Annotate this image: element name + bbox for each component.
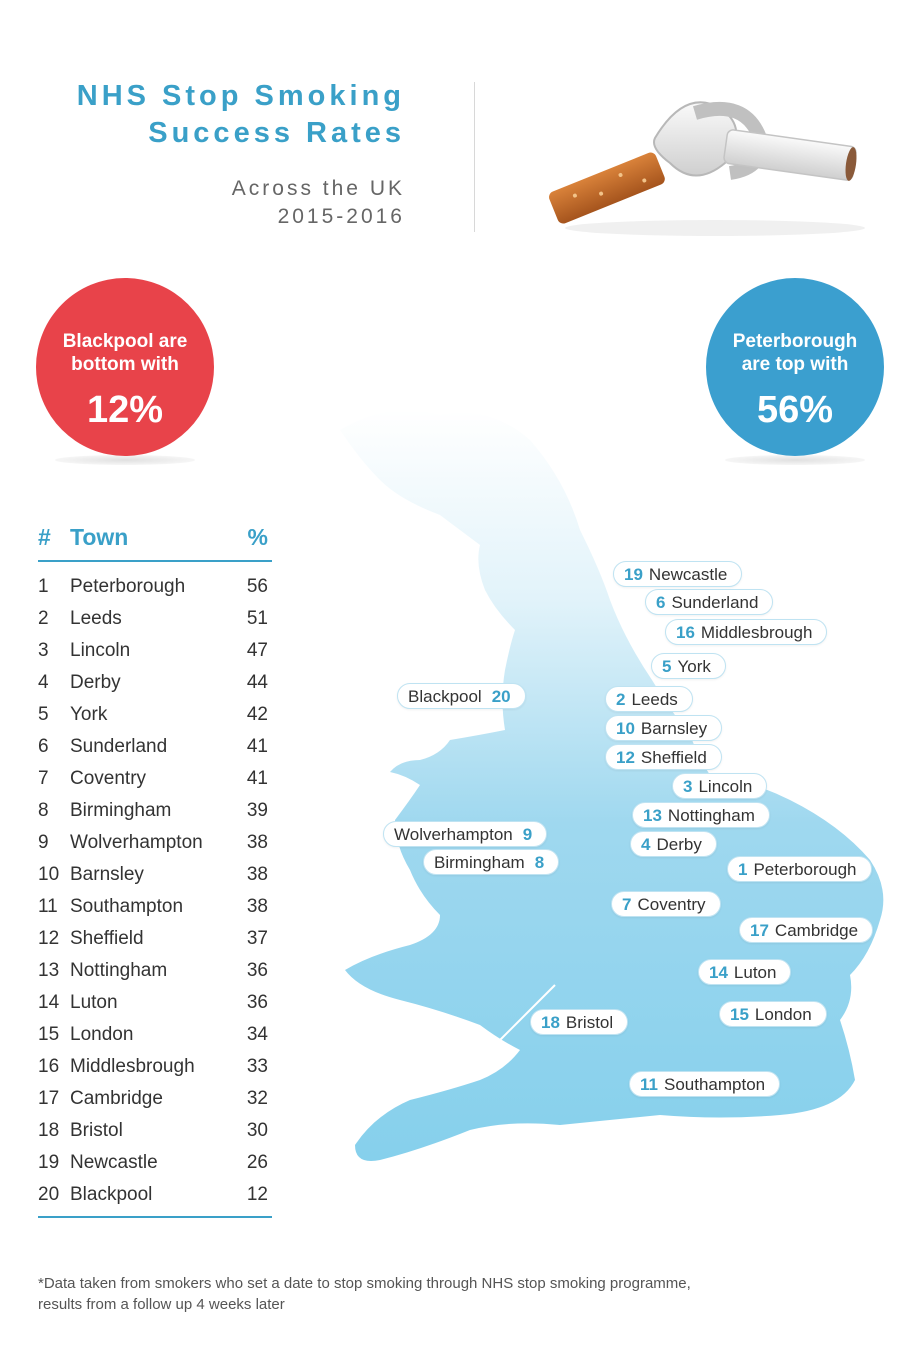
row-rank: 3 — [38, 640, 49, 661]
map-label-newcastle — [613, 561, 742, 587]
row-percent: 42 — [246, 704, 268, 725]
page-title — [77, 78, 405, 152]
map-label-town: York — [677, 657, 711, 676]
row-percent: 51 — [246, 608, 268, 629]
footnote — [38, 1273, 898, 1315]
subtitle-line-1: Across the UK — [231, 177, 405, 200]
map-label-rank: 4 — [641, 835, 651, 854]
map-label-bristol — [530, 1009, 628, 1035]
row-town: Peterborough — [70, 576, 186, 597]
map-label-town: Blackpool — [408, 687, 482, 706]
map-label-town: Peterborough — [753, 860, 857, 879]
map-label-rank: 20 — [491, 687, 511, 706]
row-percent: 34 — [246, 1024, 268, 1045]
map-label-town: Sheffield — [640, 748, 707, 767]
table-row — [38, 1082, 272, 1114]
row-percent: 39 — [246, 800, 268, 821]
row-rank: 13 — [38, 960, 60, 981]
map-label-cambridge — [739, 917, 873, 943]
map-label-rank: 17 — [750, 921, 769, 940]
row-town: York — [70, 704, 108, 725]
map-label-rank: 9 — [522, 825, 533, 844]
table-row — [38, 1114, 272, 1146]
header-divider — [474, 82, 475, 232]
bottom-badge-shadow — [55, 455, 195, 465]
table-bottom-rule — [38, 1216, 272, 1218]
map-label-town: Coventry — [637, 895, 706, 914]
map-label-barnsley — [605, 715, 722, 741]
row-rank: 10 — [38, 864, 60, 885]
map-label-london — [719, 1001, 827, 1027]
row-town: Coventry — [70, 768, 147, 789]
title-line-1: NHS Stop Smoking — [76, 80, 405, 112]
row-rank: 4 — [38, 672, 49, 693]
row-town: Bristol — [70, 1120, 123, 1141]
row-rank: 8 — [38, 800, 49, 821]
map-label-rank: 6 — [656, 593, 666, 612]
row-rank: 2 — [38, 608, 49, 629]
table-header — [38, 522, 272, 562]
bottom-badge-value: 12% — [86, 389, 164, 431]
map-label-leeds — [605, 686, 693, 712]
row-rank: 5 — [38, 704, 49, 725]
page-subtitle — [232, 175, 405, 231]
table-row — [38, 666, 272, 698]
knotted-cigarette-icon — [545, 68, 885, 243]
row-percent: 56 — [246, 576, 268, 597]
row-town: Leeds — [70, 608, 122, 629]
row-town: Lincoln — [70, 640, 131, 661]
map-label-rank: 12 — [616, 748, 635, 767]
row-town: Sheffield — [70, 928, 144, 949]
row-percent: 38 — [246, 864, 268, 885]
row-percent: 38 — [246, 832, 268, 853]
table-row — [38, 634, 272, 666]
map-label-town: Barnsley — [640, 719, 708, 738]
map-label-rank: 14 — [709, 963, 728, 982]
row-town: Barnsley — [70, 864, 144, 885]
header-percent: % — [247, 524, 268, 550]
row-percent: 12 — [246, 1184, 268, 1205]
map-label-middlesbrough — [665, 619, 827, 645]
row-rank: 1 — [38, 576, 49, 597]
map-label-birmingham — [423, 849, 559, 875]
map-label-town: Nottingham — [667, 806, 755, 825]
row-percent: 36 — [246, 992, 268, 1013]
row-town: Sunderland — [70, 736, 168, 757]
row-town: Derby — [70, 672, 121, 693]
table-row — [38, 986, 272, 1018]
table-row — [38, 730, 272, 762]
row-town: Blackpool — [70, 1184, 153, 1205]
map-label-rank: 7 — [622, 895, 632, 914]
england-wales-map — [280, 400, 920, 1230]
table-row — [38, 698, 272, 730]
row-rank: 18 — [38, 1120, 60, 1141]
row-percent: 33 — [246, 1056, 268, 1077]
row-town: Newcastle — [70, 1152, 158, 1173]
row-rank: 15 — [38, 1024, 60, 1045]
row-town: Wolverhampton — [70, 832, 203, 853]
row-town: Cambridge — [70, 1088, 163, 1109]
map-label-rank: 18 — [541, 1013, 560, 1032]
top-badge-value: 56% — [756, 389, 834, 431]
row-town: Southampton — [70, 896, 184, 917]
row-rank: 12 — [38, 928, 60, 949]
table-row — [38, 922, 272, 954]
map-label-rank: 3 — [683, 777, 693, 796]
map-label-nottingham — [632, 802, 770, 828]
map-label-derby — [630, 831, 717, 857]
row-rank: 17 — [38, 1088, 60, 1109]
map-label-sheffield — [605, 744, 722, 770]
map-label-rank: 16 — [676, 623, 695, 642]
map-label-town: Southampton — [663, 1075, 766, 1094]
map-label-town: Middlesbrough — [700, 623, 813, 642]
table-row — [38, 570, 272, 602]
header-town: Town — [70, 524, 129, 550]
bottom-badge-line-1: Blackpool are — [62, 331, 188, 352]
title-line-2: Success Rates — [148, 117, 405, 149]
map-label-town: Newcastle — [648, 565, 728, 584]
map-label-rank: 8 — [534, 853, 545, 872]
footnote-line-2: results from a follow up 4 weeks later — [38, 1296, 285, 1313]
bottom-badge-text — [36, 330, 214, 376]
row-town: Nottingham — [70, 960, 168, 981]
row-rank: 14 — [38, 992, 60, 1013]
row-percent: 47 — [246, 640, 268, 661]
row-percent: 36 — [246, 960, 268, 981]
row-percent: 41 — [246, 736, 268, 757]
map-label-rank: 2 — [616, 690, 626, 709]
map-label-rank: 1 — [738, 860, 748, 879]
table-row — [38, 1146, 272, 1178]
top-badge-text — [706, 330, 884, 376]
table-row — [38, 890, 272, 922]
map-label-rank: 5 — [662, 657, 672, 676]
map-label-rank: 15 — [730, 1005, 749, 1024]
map-label-york — [651, 653, 726, 679]
map-label-town: Cambridge — [774, 921, 859, 940]
map-label-blackpool — [397, 683, 526, 709]
table-row — [38, 602, 272, 634]
table-row — [38, 826, 272, 858]
map-label-coventry — [611, 891, 721, 917]
header-rank: # — [38, 524, 51, 550]
table-row — [38, 1018, 272, 1050]
map-label-town: Sunderland — [671, 593, 759, 612]
map-label-rank: 10 — [616, 719, 635, 738]
row-rank: 19 — [38, 1152, 60, 1173]
map-label-town: Leeds — [631, 690, 678, 709]
row-rank: 16 — [38, 1056, 60, 1077]
map-label-town: Lincoln — [698, 777, 753, 796]
row-rank: 20 — [38, 1184, 60, 1205]
map-label-town: Bristol — [565, 1013, 614, 1032]
map-label-town: London — [754, 1005, 812, 1024]
map-estuary — [735, 756, 760, 765]
map-landmass — [340, 410, 883, 1161]
table-row — [38, 1050, 272, 1082]
footnote-line-1: *Data taken from smokers who set a date to stop smoking through NHS stop smoking programme, — [38, 1275, 691, 1292]
map-label-town: Wolverhampton — [394, 825, 513, 844]
map-label-wolverhampton — [383, 821, 547, 847]
map-label-rank: 11 — [640, 1075, 658, 1094]
row-rank: 7 — [38, 768, 49, 789]
row-percent: 41 — [246, 768, 268, 789]
row-town: London — [70, 1024, 134, 1045]
bottom-badge-line-2: bottom with — [71, 354, 179, 375]
map-label-luton — [698, 959, 791, 985]
map-label-town: Birmingham — [434, 853, 525, 872]
map-label-lincoln — [672, 773, 767, 799]
row-town: Birmingham — [70, 800, 172, 821]
row-rank: 9 — [38, 832, 49, 853]
row-rank: 6 — [38, 736, 49, 757]
top-badge-line-2: are top with — [741, 354, 849, 375]
subtitle-line-2: 2015-2016 — [277, 205, 405, 228]
top-badge-line-1: Peterborough — [732, 331, 858, 352]
map-label-town: Luton — [733, 963, 777, 982]
bottom-town-badge — [36, 278, 214, 456]
row-rank: 11 — [38, 896, 58, 917]
row-percent: 32 — [246, 1088, 268, 1109]
map-label-southampton — [629, 1071, 780, 1097]
row-town: Luton — [70, 992, 118, 1013]
table-row — [38, 762, 272, 794]
row-town: Middlesbrough — [70, 1056, 195, 1077]
map-label-sunderland — [645, 589, 773, 615]
row-percent: 44 — [246, 672, 268, 693]
row-percent: 30 — [246, 1120, 268, 1141]
row-percent: 38 — [246, 896, 268, 917]
row-percent: 26 — [246, 1152, 268, 1173]
map-label-town: Derby — [656, 835, 702, 854]
ranking-table — [38, 522, 272, 1218]
map-label-rank: 13 — [643, 806, 662, 825]
map-label-peterborough — [727, 856, 872, 882]
table-row — [38, 954, 272, 986]
table-row — [38, 858, 272, 890]
map-label-rank: 19 — [624, 565, 643, 584]
row-percent: 37 — [246, 928, 268, 949]
table-row — [38, 1178, 272, 1210]
table-row — [38, 794, 272, 826]
